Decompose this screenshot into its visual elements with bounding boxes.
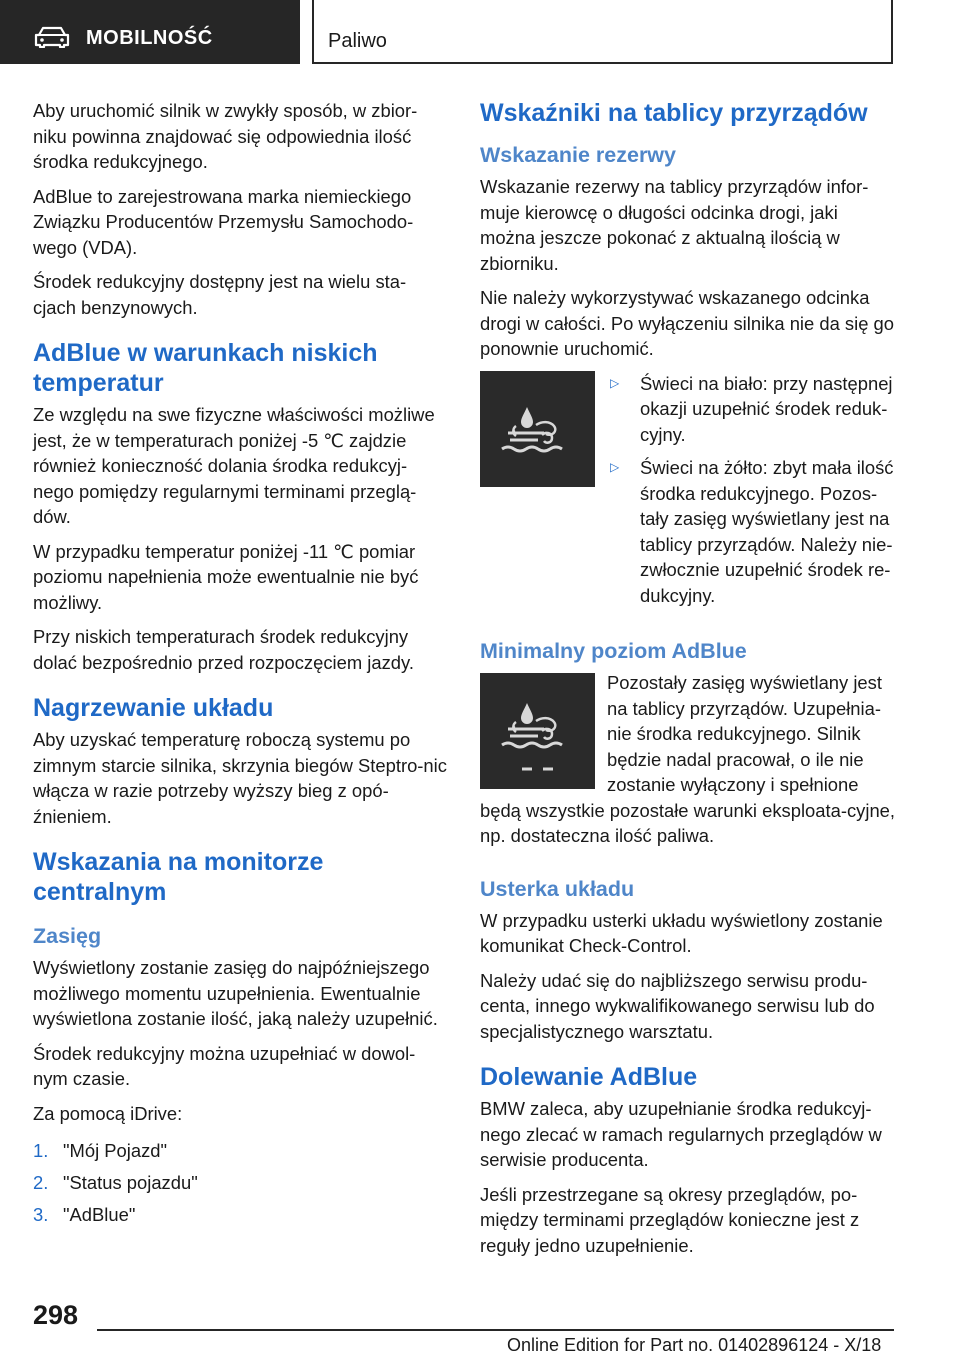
page-header	[0, 0, 960, 66]
paragraph: Środek redukcyjny można uzupełniać w dowol-nym czasie.	[33, 1042, 416, 1089]
adblue-warning-icon	[480, 371, 595, 487]
section-title: MOBILNOŚĆ	[86, 27, 213, 49]
idrive-steps	[33, 1135, 448, 1231]
list-item	[33, 1199, 448, 1231]
topic-title: Paliwo	[328, 30, 387, 52]
paragraph: Środek redukcyjny dostępny jest na wielu sta-cjach benzynowych.	[33, 271, 407, 318]
paragraph: Przy niskich temperaturach środek redukcyjny dolać bezpośrednio przed rozpoczęciem jazdy.	[33, 626, 414, 673]
footer-divider	[97, 1329, 894, 1331]
left-column	[33, 98, 448, 1231]
heading-reserve: Wskazanie rezerwy	[480, 143, 676, 167]
step-number: 2.	[33, 1172, 49, 1193]
paragraph: Ze względu na swe fizyczne właściwości możliwe jest, że w temperaturach poniżej -5 ℃ zajdzie również konieczność dolania środka redukcyj-nego pomiędzy regularnymi terminami przeglą-dów.	[33, 404, 435, 527]
paragraph: Pozostały zasięg wyświetlany jest na tablicy przyrządów. Uzupełnia-nie środka redukcyjnego. Silnik będzie nadal pracował, o ile nie zostanie wyłączony i spełnione będą wszystkie pozostałe warunki eksploata-cyjne, np. dostateczna ilość paliwa.	[480, 672, 896, 846]
edition-note: Online Edition for Part no. 01402896124 - X/18	[507, 1335, 882, 1355]
heading-cold: AdBlue w warunkach niskich temperatur	[33, 339, 378, 397]
paragraph: Jeśli przestrzegane są okresy przeglądów, po-między terminami przeglądów konieczne jest z reguły jedno uzupełnienie.	[480, 1183, 860, 1256]
triangle-bullet-icon: ▷	[610, 375, 620, 390]
item-text: Świeci na żółto: zbyt mała ilość środka redukcyjnego. Pozos-tały zasięg wyświetlany jest na tablicy przyrządów. Należy nie-zwłocznie uzupełnić środek re-dukcyjny.	[640, 457, 894, 606]
heading-range: Zasięg	[33, 924, 102, 948]
paragraph: BMW zaleca, aby uzupełnianie środka redukcyj-nego zlecać w ramach regularnych przeglądów w serwisie producenta.	[480, 1098, 882, 1170]
step-text: "AdBlue"	[63, 1204, 136, 1225]
minimum-block	[480, 670, 898, 858]
heading-panel: Wskaźniki na tablicy przyrządów	[480, 99, 868, 127]
paragraph: Wyświetlony zostanie zasięg do najpóźniejszego możliwego momentu uzupełnienia. Ewentualnie wyświetlona zostanie ilość, jaką należy uzupełnić.	[33, 957, 438, 1029]
paragraph: Aby uruchomić silnik w zwykły sposób, w zbior-niku powinna znajdować się odpowiednia ilość środka redukcyjnego.	[33, 100, 418, 172]
heading-fault: Usterka układu	[480, 876, 635, 901]
paragraph: AdBlue to zarejestrowana marka niemieckiego Związku Producentów Przemysłu Samochodo-wego (VDA).	[33, 185, 414, 258]
list-item	[608, 371, 898, 448]
indicator-list	[608, 371, 898, 617]
paragraph: Wskazanie rezerwy na tablicy przyrządów infor-muje kierowcę o długości odcinka drogi, jaki można jeszcze pokonać z aktualną ilością w zbiorniku.	[480, 176, 869, 274]
item-text: Świeci na biało: przy następnej okazji uzupełnić środek reduk-cyjny.	[640, 372, 893, 445]
paragraph: Należy udać się do najbliższego serwisu produ-centa, innego wykwalifikowanego serwisu lub do specjalistycznego warsztatu.	[480, 969, 875, 1042]
triangle-bullet-icon: ▷	[610, 460, 620, 474]
right-column	[480, 98, 898, 1267]
step-text: "Status pojazdu"	[63, 1172, 198, 1193]
heading-monitor: Wskazania na monitorze centralnym	[33, 848, 324, 906]
indicator-block	[480, 371, 898, 617]
list-item	[608, 455, 898, 608]
page-number: 298	[33, 1300, 79, 1330]
section-tab	[0, 0, 300, 64]
paragraph: W przypadku temperatur poniżej -11 ℃ pomiar poziomu napełnienia może ewentualnie nie być możliwy.	[33, 540, 419, 613]
heading-heating: Nagrzewanie układu	[33, 694, 274, 722]
paragraph: Za pomocą iDrive:	[33, 1102, 183, 1124]
paragraph: Aby uzyskać temperaturę roboczą systemu po zimnym starcie silnika, skrzynia biegów Steptro-nic włącza w razie potrzeby wyższy bieg z opó-źnieniem.	[33, 729, 447, 827]
step-number: 1.	[33, 1140, 49, 1161]
list-item	[33, 1167, 448, 1199]
paragraph: W przypadku usterki układu wyświetlony zostanie komunikat Check-Control.	[480, 909, 883, 956]
heading-minimum: Minimalny poziom AdBlue	[480, 639, 747, 663]
step-text: "Mój Pojazd"	[63, 1140, 168, 1161]
topic-tab	[312, 0, 893, 64]
adblue-minimum-icon	[480, 673, 595, 789]
step-number: 3.	[33, 1204, 49, 1225]
paragraph: Nie należy wykorzystywać wskazanego odcinka drogi w całości. Po wyłączeniu silnika nie da się go ponownie uruchomić.	[480, 287, 894, 359]
heading-refill: Dolewanie AdBlue	[480, 1063, 698, 1091]
car-icon	[34, 26, 70, 48]
list-item	[33, 1135, 448, 1167]
